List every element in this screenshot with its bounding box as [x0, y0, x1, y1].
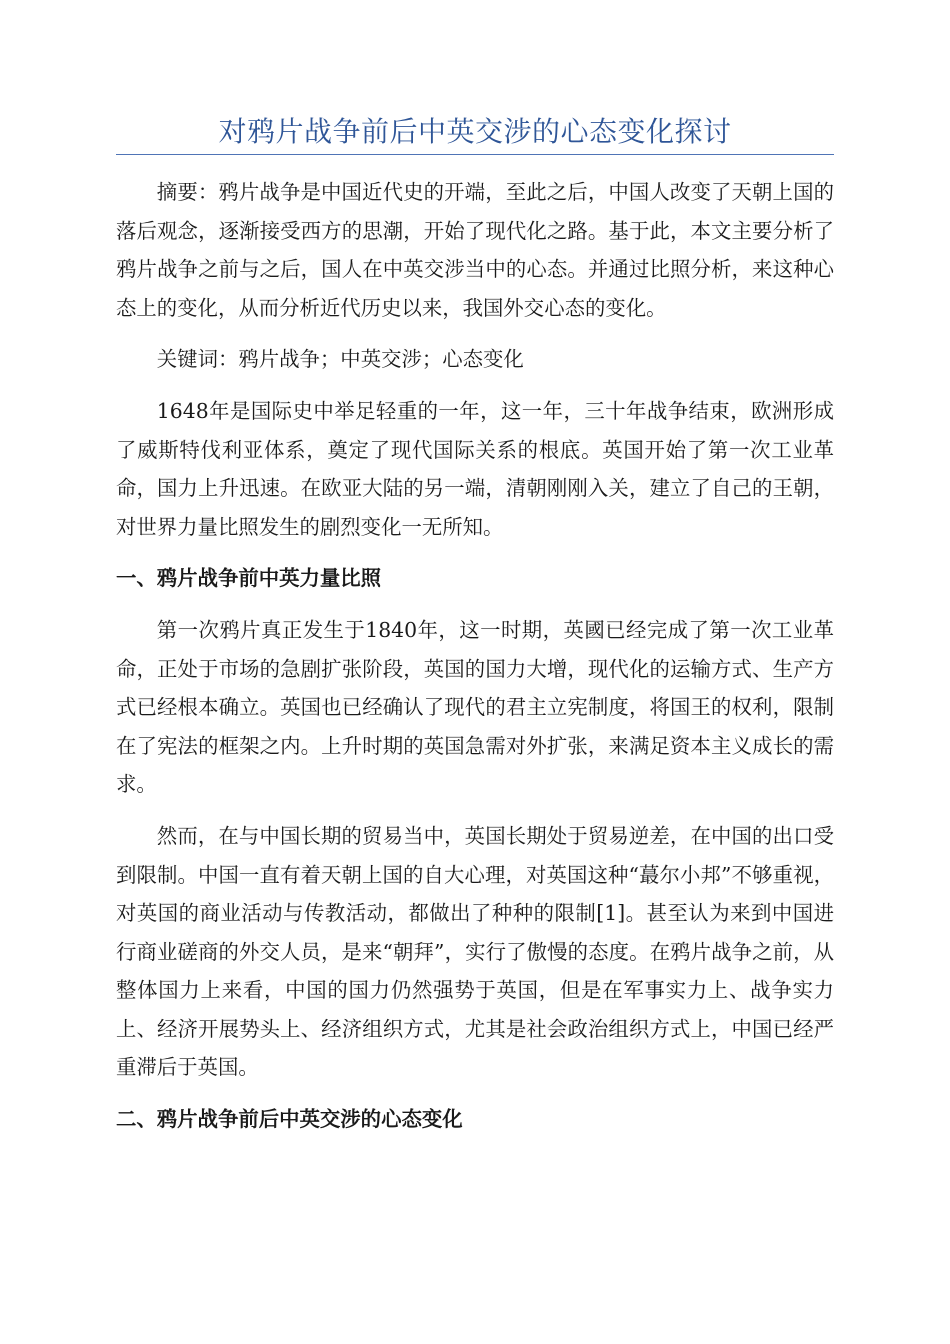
section-heading-2: 二、鸦片战争前后中英交涉的心态变化: [116, 1107, 463, 1132]
section1-paragraph-1: 第一次鸦片真正发生于1840年，这一时期，英國已经完成了第一次工业革命，正处于市场的急剧扩张阶段，英国的国力大增，现代化的运输方式、生产方式已经根本确立。英国也已经确认了现代的君主立宪制度，将国王的权利，限制在了宪法的框架之内。上升时期的英国急需对外扩张，来满足资本主义成长的需求。: [116, 617, 834, 797]
intro-paragraph: 1648年是国际史中举足轻重的一年，这一年，三十年战争结束，欧洲形成了威斯特伐利亚体系，奠定了现代国际关系的根底。英国开始了第一次工业革命，国力上升迅速。在欧亚大陆的另一端，清朝刚刚入关，建立了自己的王朝，对世界力量比照发生的剧烈变化一无所知。: [116, 398, 834, 539]
document-title: 对鸦片战争前后中英交涉的心态变化探讨: [116, 112, 834, 155]
document-page: [116, 112, 834, 1139]
abstract-paragraph: 摘要：鸦片战争是中国近代史的开端，至此之后，中国人改变了天朝上国的落后观念，逐渐接受西方的思潮，开始了现代化之路。基于此，本文主要分析了鸦片战争之前与之后，国人在中英交涉当中的心态。并通过比照分析，来这种心态上的变化，从而分析近代历史以来，我国外交心态的变化。: [116, 180, 834, 320]
section-heading-1: 一、鸦片战争前中英力量比照: [116, 566, 382, 591]
section1-paragraph-2: 然而，在与中国长期的贸易当中，英国长期处于贸易逆差，在中国的出口受到限制。中国一直有着天朝上国的自大心理，对英国这种“蕞尔小邦”不够重视，对英国的商业活动与传教活动，都做出了种种的限制[1]。甚至认为来到中国进行商业磋商的外交人员，是来“朝拜”，实行了傲慢的态度。在鸦片战争之前，从整体国力上来看，中国的国力仍然强势于英国，但是在军事实力上、战争实力上、经济开展势头上、经济组织方式，尤其是社会政治组织方式上，中国已经严重滞后于英国。: [116, 823, 834, 1080]
keywords-paragraph: 关键词：鸦片战争；中英交涉；心态变化: [156, 347, 524, 372]
